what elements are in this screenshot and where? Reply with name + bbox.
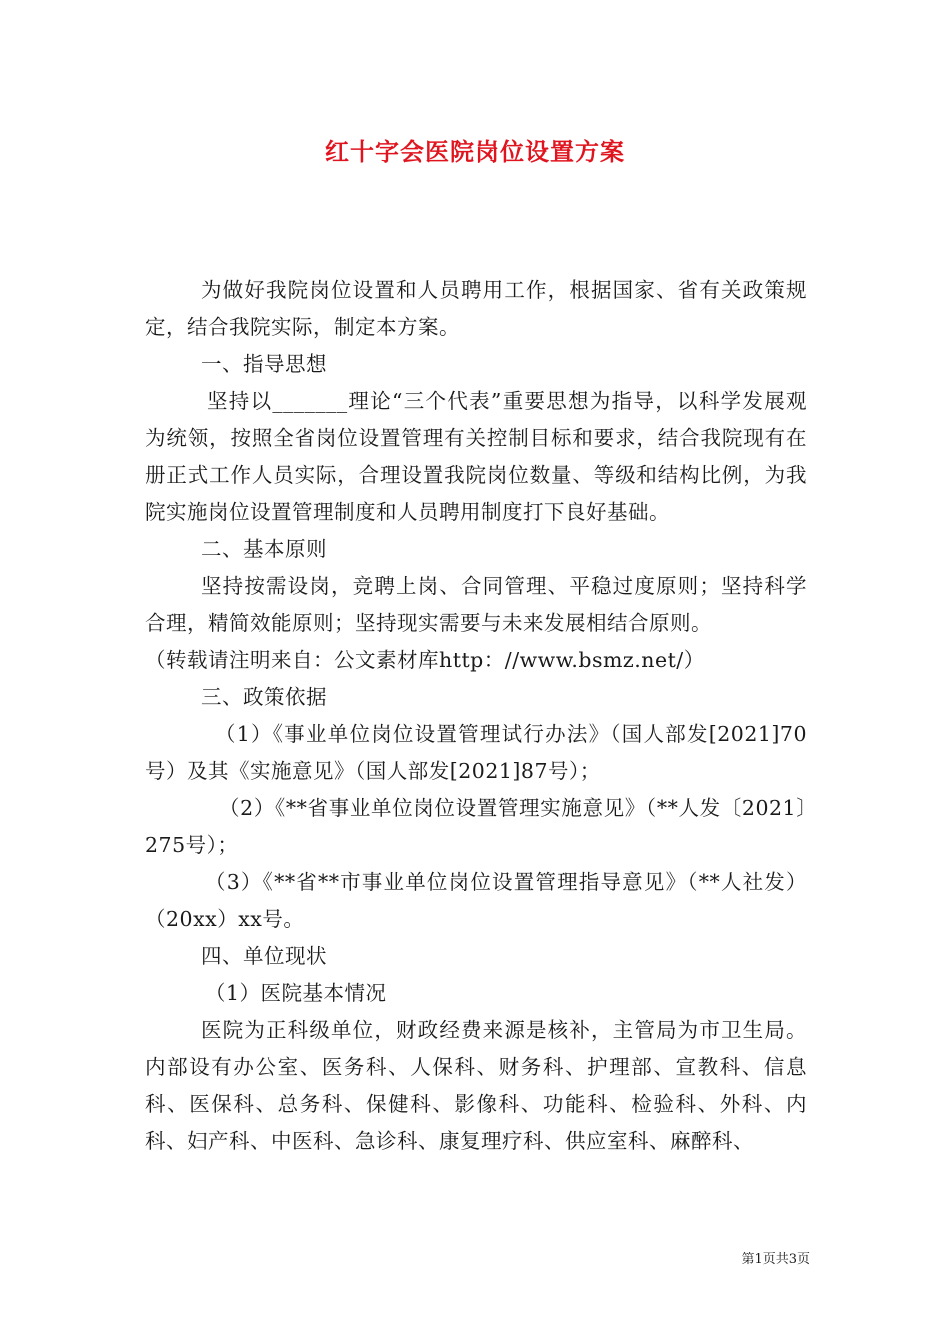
page-number: 第1页共3页	[741, 1252, 810, 1267]
document-body	[145, 272, 807, 1160]
hospital-basics-paragraph: 医院为正科级单位，财政经费来源是核补，主管局为市卫生局。内部设有办公室、医务科、人保科、财务科、护理部、宣教科、信息科、医保科、总务科、保健科、影像科、功能科、检验科、外科、内科、妇产科、中医科、急诊科、康复理疗科、供应室科、麻醉科、	[145, 1018, 807, 1153]
policy-citation-1: （1）《事业单位岗位设置管理试行办法》（国人部发[2021]70号）及其《实施意见》（国人部发[2021]87号）；	[145, 722, 807, 783]
subsection-heading-hospital-basics: （1）医院基本情况	[205, 981, 387, 1005]
guiding-ideology-paragraph: 坚持以_______理论“三个代表”重要思想为指导，以科学发展观为统领，按照全省岗位设置管理有关控制目标和要求，结合我院现有在册正式工作人员实际，合理设置我院岗位数量、等级和结构比例，为我院实施岗位设置管理制度和人员聘用制度打下良好基础。	[145, 389, 807, 524]
policy-citation-2: （2）《**省事业单位岗位设置管理实施意见》（**人发〔2021〕275号）；	[145, 796, 807, 857]
section-heading-current-status: 四、单位现状	[201, 944, 327, 968]
section-heading-policy-basis: 三、政策依据	[201, 685, 327, 709]
source-note: （转载请注明来自：公文素材库http：//www.bsmz.net/）	[145, 648, 705, 672]
section-heading-guiding-ideology: 一、指导思想	[201, 352, 327, 376]
policy-citation-3: （3）《**省**市事业单位岗位设置管理指导意见》（**人社发）（20xx）xx号。	[145, 870, 807, 931]
intro-paragraph: 为做好我院岗位设置和人员聘用工作，根据国家、省有关政策规定，结合我院实际，制定本方案。	[145, 278, 807, 339]
document-title: 红十字会医院岗位设置方案	[325, 137, 625, 166]
section-heading-basic-principles: 二、基本原则	[201, 537, 327, 561]
basic-principles-paragraph: 坚持按需设岗，竞聘上岗、合同管理、平稳过度原则；坚持科学合理，精简效能原则；坚持现实需要与未来发展相结合原则。	[145, 574, 807, 635]
